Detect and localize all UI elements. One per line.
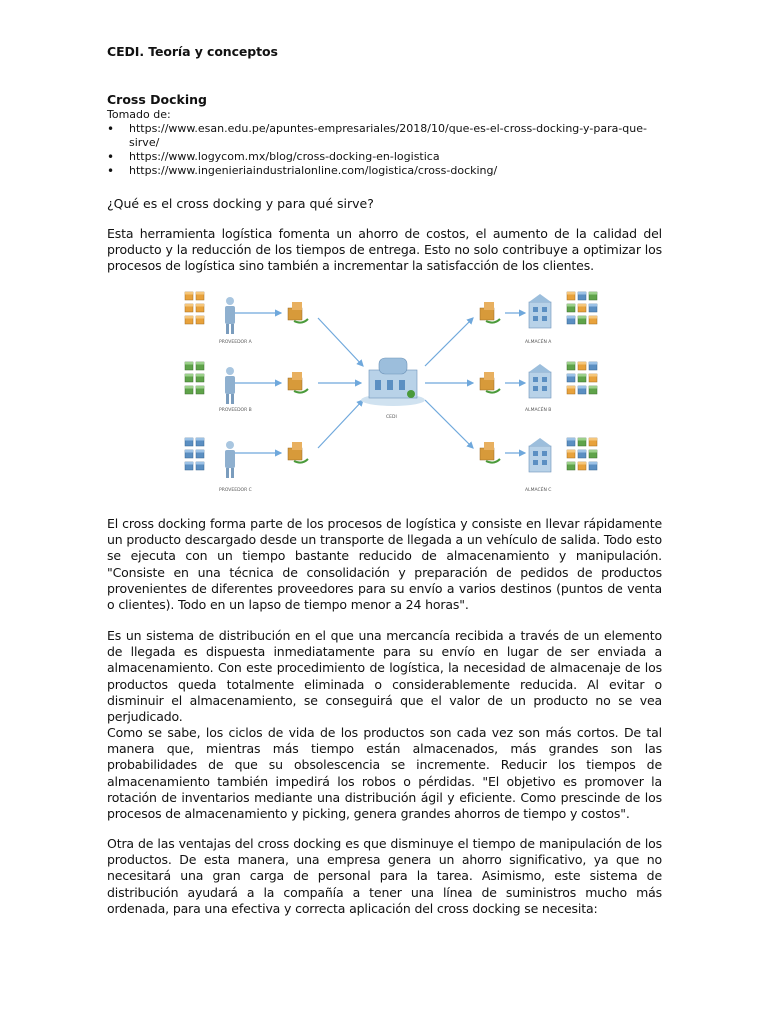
warehouse-c-icon — [529, 438, 551, 472]
sources-list — [107, 122, 662, 178]
warehouse-a-boxes-icon — [567, 292, 597, 324]
paragraph: Como se sabe, los ciclos de vida de los productos son cada vez son más cortos. De tal manera que, mientras más tiempo están almacenados, más grandes son las probabilidades de que su obsolescencia se incremente. Reducir los tiempos de almacenamiento también impedirá los robos o pérdidas. "El objetivo es promover la rotación de inventarios mediante una distribución ágil y eficiente. Como prescinde de los procesos de almacenamiento y picking, genera grandes ahorros de tiempo y costos". — [107, 725, 662, 822]
supplier-c-boxes-icon — [185, 438, 204, 470]
question-heading: ¿Qué es el cross docking y para qué sirve? — [107, 196, 374, 211]
outbound-dock-icon — [480, 442, 500, 463]
warehouse-a-icon — [529, 294, 551, 328]
paragraph: Es un sistema de distribución en el que una mercancía recibida a través de un elemento de llegada es dispuesta inmediatamente para su envío en lugar de ser enviada a almacenamiento. Con este procedimiento de logística, la necesidad de almacenaje de los productos queda totalmente eliminada o considerablemente reducida. Al evitar o disminuir el almacenamiento, se conseguirá que el valor de un producto no se vea perjudicado. — [107, 628, 662, 725]
source-link[interactable]: • https://www.logycom.mx/blog/cross-docking-en-logistica — [107, 150, 662, 164]
warehouse-b-icon — [529, 364, 551, 398]
warehouse-b-label: ALMACÉN B — [525, 408, 552, 413]
warehouse-b-boxes-icon — [567, 362, 597, 394]
inbound-dock-icon — [288, 442, 308, 463]
supplier-a-person-icon — [225, 297, 235, 334]
warehouse-c-boxes-icon — [567, 438, 597, 470]
warehouse-c-label: ALMACÉN C — [525, 488, 552, 493]
supplier-b-person-icon — [225, 367, 235, 404]
supplier-a-boxes-icon — [185, 292, 204, 324]
supplier-c-person-icon — [225, 441, 235, 478]
source-link[interactable]: • https://www.ingenieriaindustrialonline.com/logistica/cross-docking/ — [107, 164, 662, 178]
supplier-b-boxes-icon — [185, 362, 204, 394]
supplier-c-label: PROVEEDOR C — [219, 488, 252, 493]
supplier-a-label: PROVEEDOR A — [219, 340, 252, 345]
supplier-b-label: PROVEEDOR B — [219, 408, 252, 413]
document-title: CEDI. Teoría y conceptos — [107, 44, 278, 59]
section-title: Cross Docking — [107, 92, 207, 107]
sources-label: Tomado de: — [107, 108, 171, 121]
diagram-svg — [183, 288, 603, 504]
outbound-dock-icon — [480, 372, 500, 393]
outbound-dock-icon — [480, 302, 500, 323]
paragraph: Esta herramienta logística fomenta un ahorro de costos, el aumento de la calidad del producto y la reducción de los tiempos de entrega. Esto no solo contribuye a optimizar los procesos de logística sino también a incrementar la satisfacción de los clientes. — [107, 226, 662, 274]
cedi-label: CEDI — [386, 415, 397, 420]
cross-docking-diagram — [183, 288, 603, 504]
paragraph: Otra de las ventajas del cross docking es que disminuye el tiempo de manipulación de los productos. De esta manera, una empresa genera un ahorro significativo, ya que no necesitará una gran carga de personal para la tarea. Asimismo, este sistema de distribución ayudará a la compañía a tener una línea de suministros mucho más ordenada, para una efectiva y correcta aplicación del cross docking se necesita: — [107, 836, 662, 916]
cedi-building-icon — [361, 358, 425, 406]
inbound-dock-icon — [288, 302, 308, 323]
inbound-dock-icon — [288, 372, 308, 393]
paragraph: El cross docking forma parte de los procesos de logística y consiste en llevar rápidamente un producto descargado desde un transporte de llegada a un vehículo de salida. Todo esto se ejecuta con un tiempo bastante reducido de almacenamiento y manipulación. "Consiste en una técnica de consolidación y preparación de pedidos de productos provenientes de diferentes proveedores para su envío a varios destinos (puntos de venta o clientes). Todo en un lapso de tiempo menor a 24 horas". — [107, 516, 662, 613]
warehouse-a-label: ALMACÉN A — [525, 340, 552, 345]
source-link[interactable]: • https://www.esan.edu.pe/apuntes-empresariales/2018/10/que-es-el-cross-docking-y-para-que-sirve/ — [107, 122, 662, 150]
